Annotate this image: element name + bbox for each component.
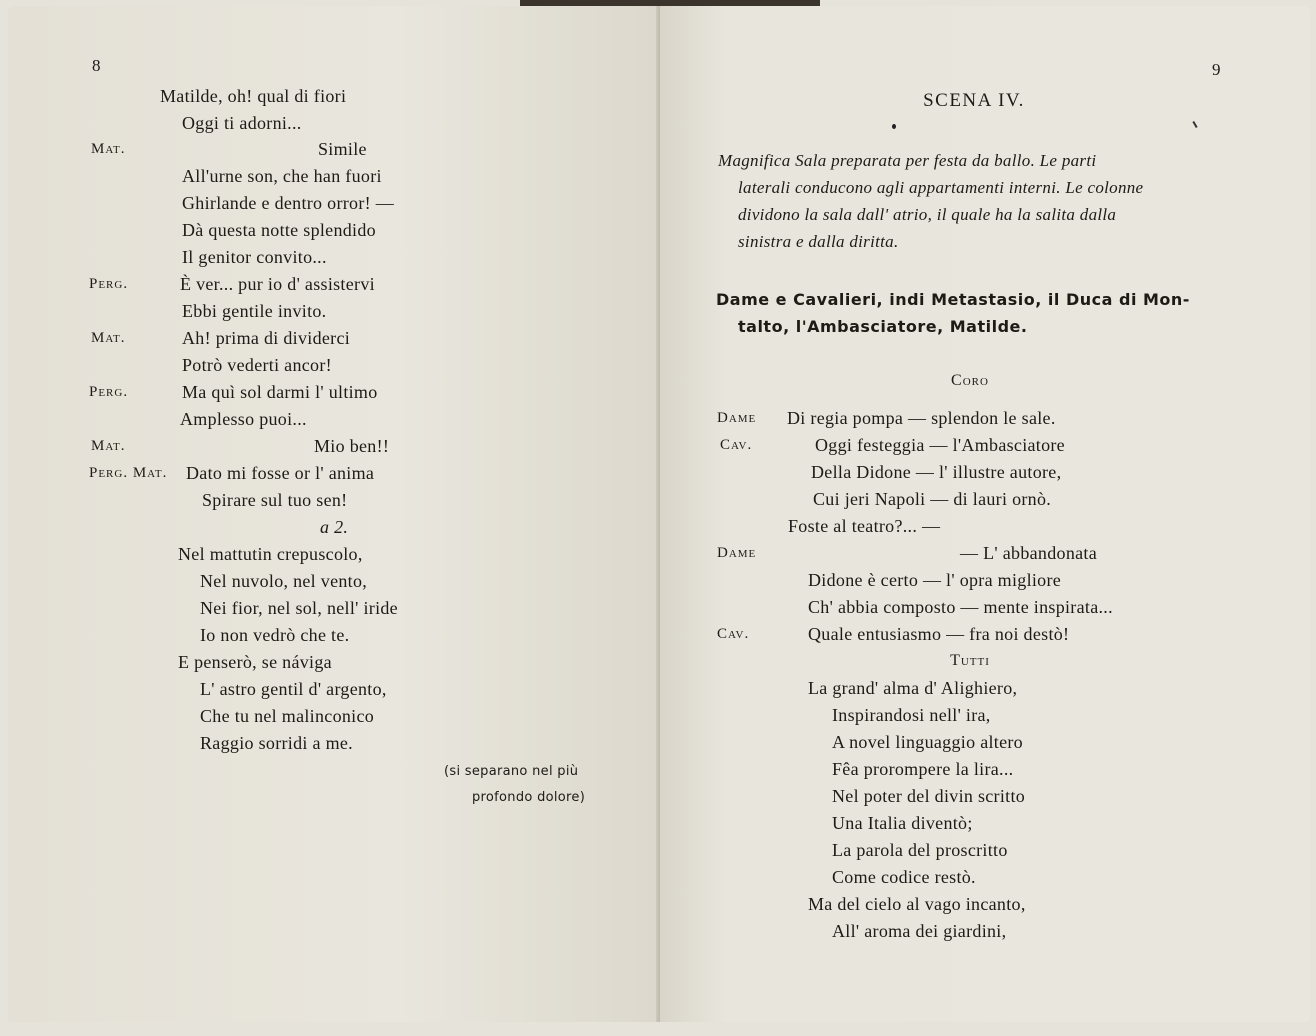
scene-setting: sinistra e dalla diritta. <box>738 232 899 251</box>
stage-direction: profondo dolore) <box>472 790 586 805</box>
verse-line: Oggi festeggia — l'Ambasciatore <box>815 435 1065 455</box>
verse-line: La grand' alma d' Alighiero, <box>808 678 1018 698</box>
verse-line: Ah! prima di dividerci <box>182 328 351 348</box>
speaker-label: Perg. <box>89 276 129 292</box>
speaker-label: Cav. <box>720 437 753 453</box>
verse-line: Il genitor convito... <box>182 247 327 267</box>
speaker-label: Cav. <box>717 626 750 642</box>
verse-line: Matilde, oh! qual di fiori <box>160 86 347 106</box>
verse-line: Spirare sul tuo sen! <box>202 490 348 510</box>
verse-line: A novel linguaggio altero <box>832 732 1023 752</box>
verse-line: Come codice restò. <box>832 867 976 887</box>
verse-line: Ebbi gentile invito. <box>182 301 327 321</box>
character-list: talto, l'Ambasciatore, Matilde. <box>738 317 1028 336</box>
verse-line: Inspirandosi nell' ira, <box>832 705 991 725</box>
scene-title: SCENA IV. <box>923 90 1025 111</box>
scene-setting: dividono la sala dall' atrio, il quale ha la salita dalla <box>738 205 1117 224</box>
verse-line: Quale entusiasmo — fra noi destò! <box>808 624 1070 644</box>
verse-line: L' astro gentil d' argento, <box>200 679 387 699</box>
verse-line: Nel mattutin crepuscolo, <box>178 544 363 564</box>
verse-line: È ver... pur io d' assistervi <box>180 274 375 294</box>
verse-line: All' aroma dei giardini, <box>832 921 1007 941</box>
speaker-label: Mat. <box>91 330 126 346</box>
verse-line: La parola del proscritto <box>832 840 1008 860</box>
verse-line: Oggi ti adorni... <box>182 113 302 133</box>
scene-setting: laterali conducono agli appartamenti interni. Le colonne <box>738 178 1144 197</box>
tutti-label: Tutti <box>950 652 990 669</box>
verse-line: All'urne son, che han fuori <box>182 166 382 186</box>
verse-line: Dato mi fosse or l' anima <box>186 463 375 483</box>
page-number-right: 9 <box>1212 60 1221 79</box>
verse-line: Io non vedrò che te. <box>200 625 350 645</box>
print-speck <box>892 124 896 129</box>
verse-line: E penserò, se náviga <box>178 652 332 672</box>
verse-line: Ch' abbia composto — mente inspirata... <box>808 597 1113 617</box>
verse-line: Nel poter del divin scritto <box>832 786 1026 806</box>
verse-line: Nei fior, nel sol, nell' iride <box>200 598 398 618</box>
verse-line: Di regia pompa — splendon le sale. <box>787 408 1056 428</box>
verse-line: Che tu nel malinconico <box>200 706 375 726</box>
verse-line: Una Italia diventò; <box>832 813 973 833</box>
verse-line: a 2. <box>320 517 349 537</box>
verse-line: Della Didone — l' illustre autore, <box>811 462 1062 482</box>
verse-line: Amplesso puoi... <box>180 409 307 429</box>
stage-direction: (si separano nel più <box>444 764 579 779</box>
verse-line: Raggio sorridi a me. <box>200 733 353 753</box>
verse-line: Fêa prorompere la lira... <box>832 759 1014 779</box>
verse-line: Potrò vederti ancor! <box>182 355 332 375</box>
verse-line: Foste al teatro?... — <box>788 516 941 536</box>
speaker-label: Perg. Mat. <box>89 465 168 481</box>
speaker-label: Mat. <box>91 438 126 454</box>
verse-line: Ghirlande e dentro orror! — <box>182 193 395 213</box>
character-list: Dame e Cavalieri, indi Metastasio, il Duca di Mon- <box>716 290 1190 309</box>
speaker-label: Mat. <box>91 141 126 157</box>
verse-line: Ma del cielo al vago incanto, <box>808 894 1026 914</box>
speaker-label: Dame <box>717 545 757 561</box>
verse-line: — L' abbandonata <box>960 543 1097 563</box>
chorus-label: Coro <box>951 372 989 389</box>
verse-line: Mio ben!! <box>314 436 390 456</box>
verse-line: Ma quì sol darmi l' ultimo <box>182 382 378 402</box>
speaker-label: Perg. <box>89 384 129 400</box>
scene-setting: Magnifica Sala preparata per festa da ballo. Le parti <box>718 151 1097 170</box>
verse-line: Simile <box>318 139 367 159</box>
verse-line: Nel nuvolo, nel vento, <box>200 571 368 591</box>
verse-line: Cui jeri Napoli — di lauri ornò. <box>813 489 1052 509</box>
verse-line: Didone è certo — l' opra migliore <box>808 570 1062 590</box>
verse-line: Dà questa notte splendido <box>182 220 376 240</box>
speaker-label: Dame <box>717 410 757 426</box>
page-number-left: 8 <box>92 56 101 75</box>
